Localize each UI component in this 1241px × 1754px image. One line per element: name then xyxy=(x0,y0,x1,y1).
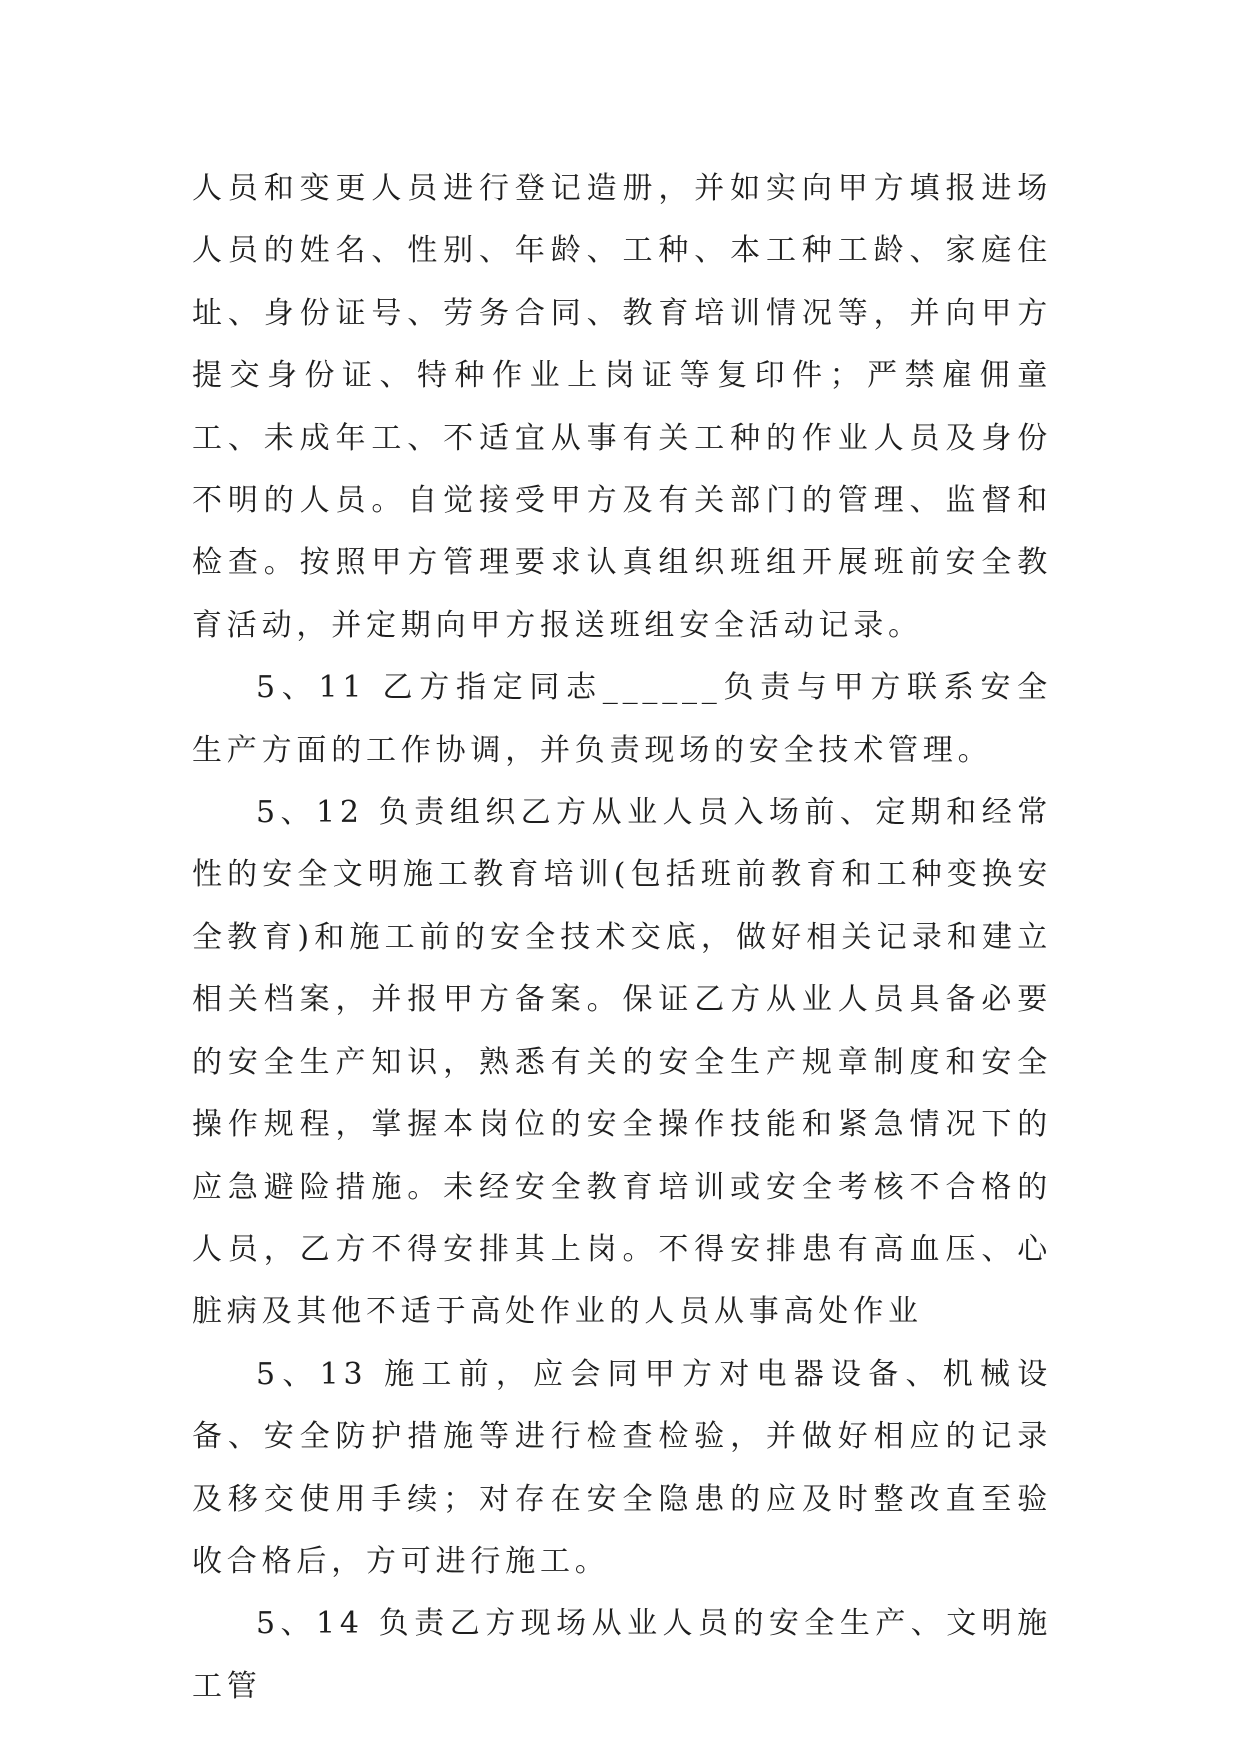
paragraph-clause-5-11: 5、11 乙方指定同志______负责与甲方联系安全生产方面的工作协调，并负责现场的安全技术管理。 xyxy=(192,670,1052,768)
paragraph-clause-5-12: 5、12 负责组织乙方从业人员入场前、定期和经常性的安全文明施工教育培训(包括班前教育和工种变换安全教育)和施工前的安全技术交底，做好相关记录和建立相关档案，并报甲方备案。保证乙方从业人员具备必要的安全生产知识，熟悉有关的安全生产规章制度和安全操作规程，掌握本岗位的安全操作技能和紧急情况下的应急避险措施。未经安全教育培训或安全考核不合格的人员，乙方不得安排其上岗。不得安排患有高血压、心脏病及其他不适于高处作业的人员从事高处作业 xyxy=(192,795,1052,1330)
document-body xyxy=(192,158,1052,1718)
paragraph-clause-5-13: 5、13 施工前，应会同甲方对电器设备、机械设备、安全防护措施等进行检查检验，并做好相应的记录及移交使用手续；对存在安全隐患的应及时整改直至验收合格后，方可进行施工。 xyxy=(192,1356,1052,1579)
paragraph-personnel-registration: 人员和变更人员进行登记造册，并如实向甲方填报进场人员的姓名、性别、年龄、工种、本工种工龄、家庭住址、身份证号、劳务合同、教育培训情况等，并向甲方提交身份证、特种作业上岗证等复印件；严禁雇佣童工、未成年工、不适宜从事有关工种的作业人员及身份不明的人员。自觉接受甲方及有关部门的管理、监督和检查。按照甲方管理要求认真组织班组开展班前安全教育活动，并定期向甲方报送班组安全活动记录。 xyxy=(192,171,1052,643)
paragraph-clause-5-14: 5、14 负责乙方现场从业人员的安全生产、文明施工管 xyxy=(192,1606,1052,1704)
